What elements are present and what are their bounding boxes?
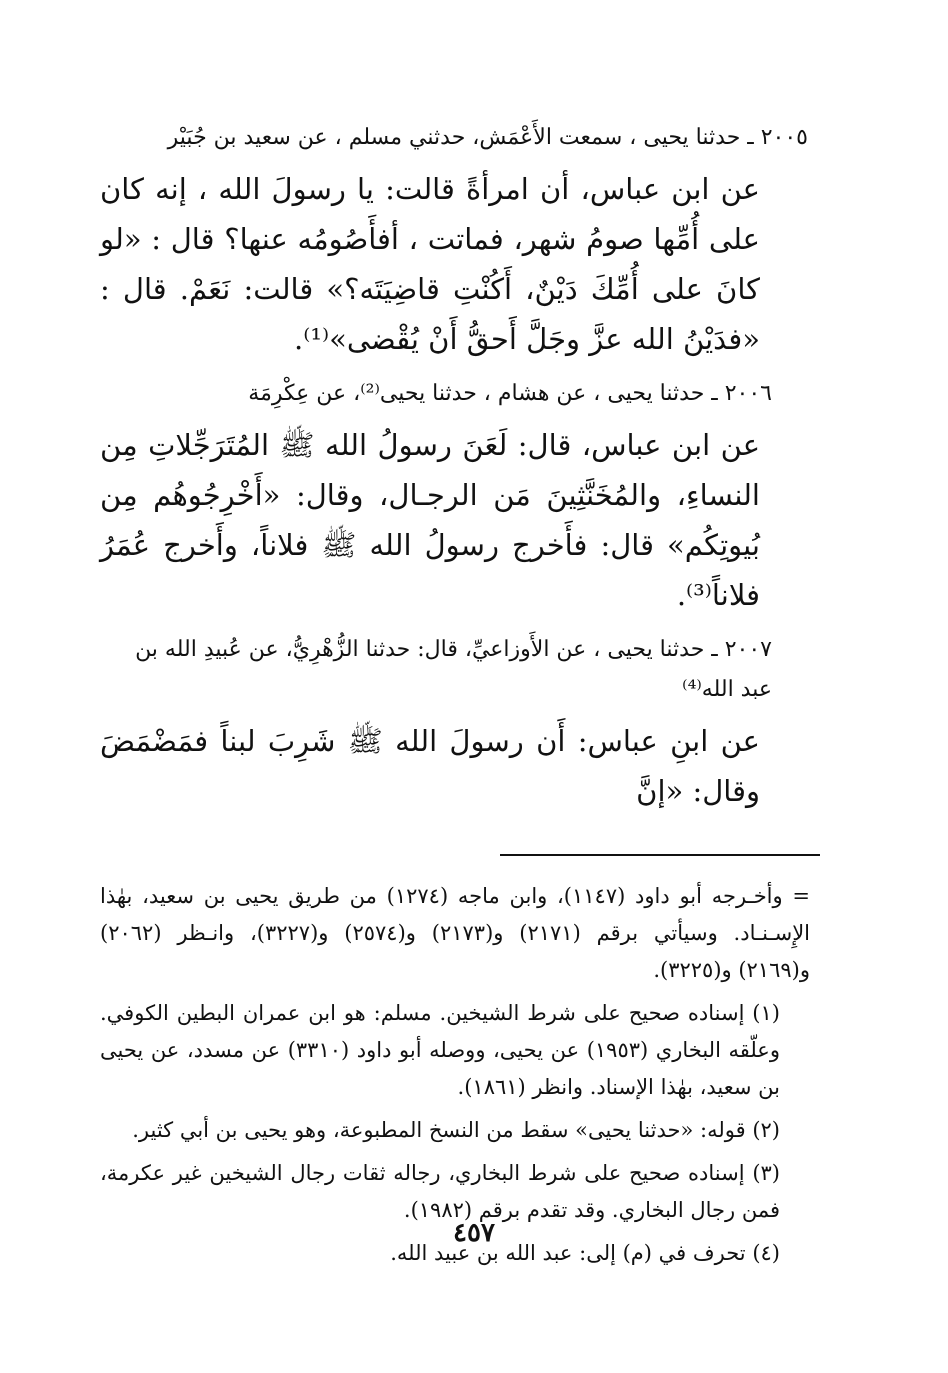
hadith-2006-chain: ٢٠٠٦ ـ حدثنا يحيى ، عن هشام ، حدثنا يحيى⁽²⁾، عن عِكْرِمَة xyxy=(248,381,772,406)
page-content xyxy=(100,118,820,1278)
footnote-1: (١) إسناده صحيح على شرط الشيخين. مسلم: هو ابن عمران البطين الكوفي. وعلّقه البخاري (١٩٥٣) عن يحيى، ووصله أبو داود (٣٣١٠) عن مسدد، عن يحيى بن سعيد، بهٰذا الإسناد. وانظر (١٨٦١). xyxy=(100,1001,780,1099)
footnotes xyxy=(100,878,820,1272)
footnote-divider xyxy=(500,854,820,856)
hadith-2005-text: عن ابن عباس، أن امرأةً قالت: يا رسولَ الله ، إنه كان على أُمِّها صومُ شهر، فماتت ، أفأَصُومُه عنها؟ قال : «لو كانَ على أُمِّكَ دَيْنٌ، أَكُنْتِ قاضِيَتَه؟» قالت: نَعَمْ. قال : «فدَيْنُ الله عزَّ وجَلَّ أَحقُّ أَنْ يُقْضى»⁽¹⁾. xyxy=(100,172,760,356)
hadith-2006-text: عن ابن عباس، قال: لَعَنَ رسولُ الله ﷺ المُتَرَجِّلاتِ مِن النساءِ، والمُخَنَّثِينَ مَن الرجـال، وقال: «أَخْرِجُوهُم مِن بُيوتِكُم» قال: فأَخرج رسولُ الله ﷺ فلاناً، وأَخرج عُمَرُ فلاناً⁽³⁾. xyxy=(100,428,760,612)
hadith-2007-chain: ٢٠٠٧ ـ حدثنا يحيى ، عن الأَوزاعيِّ، قال: حدثنا الزُّهْرِيُّ، عن عُبيدِ الله بن عبد الله⁽⁴⁾ xyxy=(135,637,772,702)
hadith-2007-text: عن ابنِ عباس: أَن رسولَ الله ﷺ شَرِبَ لبناً فمَضْمَضَ وقال: «إنَّ xyxy=(100,724,760,808)
hadith-2005-chain: ٢٠٠٥ ـ حدثنا يحيى ، سمعت الأَعْمَش، حدثني مسلم ، عن سعيد بن جُبَيْر xyxy=(167,125,808,150)
footnote-continuation: = وأخـرجه أبو داود (١١٤٧)، وابن ماجه (١٢٧٤) من طريق يحيى بن سعيد، بهٰذا الإِسـنـاد. وسيأتي برقم (٢١٧١) و(٢١٧٣) و(٢٥٧٤) و(٣٢٢٧)، وانـظر (٢٠٦٢) و(٢١٦٩) و(٣٢٢٥). xyxy=(100,884,811,982)
page-number: ٤٥٧ xyxy=(453,1218,495,1248)
footnote-3: (٣) إسناده صحيح على شرط البخاري، رجاله ثقات رجال الشيخين غير عكرمة، فمن رجال البخاري. وقد تقدم برقم (١٩٨٢). xyxy=(100,1161,780,1222)
footnote-4: (٤) تحرف في (م) إلى: عبد الله بن عبيد الله. xyxy=(390,1241,780,1265)
footnote-2: (٢) قوله: «حدثنا يحيى» سقط من النسخ المطبوعة، وهو يحيى بن أبي كثير. xyxy=(132,1118,780,1142)
